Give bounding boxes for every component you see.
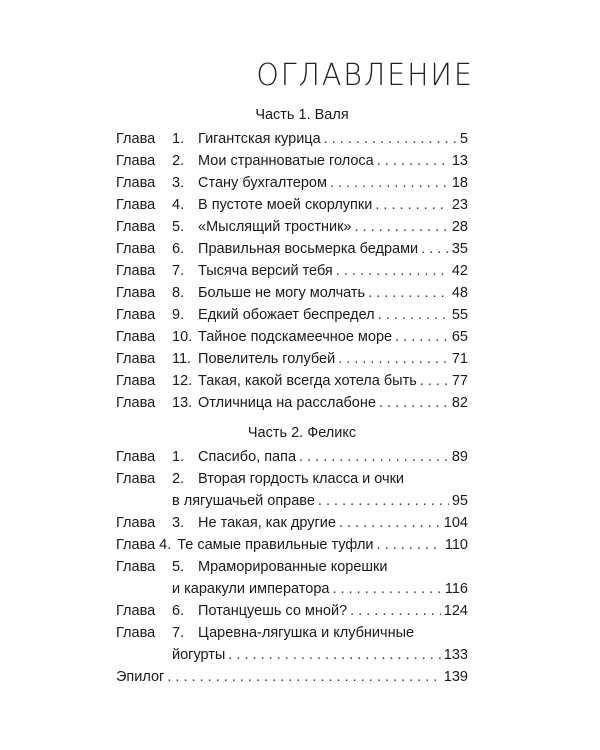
chapter-number: 2.	[172, 471, 185, 487]
page-number: 23	[451, 197, 468, 213]
chapter-prefix: Глава	[116, 329, 156, 345]
leader-dots	[318, 490, 449, 512]
toc-entry	[116, 600, 468, 622]
chapter-title: Мои странноватые голоса	[198, 153, 374, 169]
chapter-title: В пустоте моей скорлупки	[198, 197, 373, 213]
chapter-prefix: Глава	[116, 449, 156, 465]
chapter-number: 7.	[172, 625, 185, 641]
table-of-contents	[116, 100, 468, 688]
toc-entry-epilogue	[116, 666, 468, 688]
leader-dots	[377, 150, 449, 172]
toc-entry	[116, 348, 468, 370]
page-number: 71	[451, 351, 468, 367]
leader-dots	[336, 260, 449, 282]
chapter-prefix: Глава	[116, 175, 156, 191]
toc-entry	[116, 468, 468, 512]
chapter-title: Отличница на расслабоне	[198, 395, 376, 411]
chapter-title: Гигантская курица	[198, 131, 321, 147]
part-heading: Часть 2. Феликс	[247, 425, 357, 441]
page-number: 95	[451, 493, 468, 509]
chapter-number: 12.	[172, 373, 193, 389]
chapter-number: 6.	[172, 603, 185, 619]
chapter-title-line1: Царевна-лягушка и клубничные	[198, 625, 415, 641]
chapter-prefix: Глава	[116, 197, 156, 213]
chapter-number: 11.	[172, 351, 192, 367]
page-number: 28	[451, 219, 468, 235]
chapter-number: 1.	[172, 449, 185, 465]
leader-dots	[338, 348, 449, 370]
chapter-prefix: Глава	[116, 625, 156, 641]
chapter-prefix: Глава	[116, 395, 156, 411]
page-number: 35	[451, 241, 468, 257]
chapter-number: 5.	[172, 559, 185, 575]
chapter-title: Спасибо, папа	[198, 449, 297, 465]
leader-dots	[324, 128, 457, 150]
toc-entry	[116, 556, 468, 600]
leader-dots	[332, 578, 441, 600]
leader-dots	[167, 666, 440, 688]
page-number: 5	[459, 131, 468, 147]
leader-dots	[375, 194, 449, 216]
chapter-prefix: Глава	[116, 471, 156, 487]
toc-entry	[116, 238, 468, 260]
leader-dots	[378, 304, 449, 326]
chapter-prefix: Глава	[116, 263, 156, 279]
page-number: 104	[443, 515, 468, 531]
page-number: 42	[451, 263, 468, 279]
chapter-title: Те самые правильные туфли	[177, 537, 374, 553]
leader-dots	[421, 238, 449, 260]
chapter-number: 4.	[172, 197, 185, 213]
leader-dots	[379, 392, 449, 414]
chapter-title: Не такая, как другие	[198, 515, 336, 531]
toc-entry	[116, 172, 468, 194]
toc-entry	[116, 512, 468, 534]
page-number: 89	[451, 449, 468, 465]
epilogue-title: Эпилог	[116, 669, 165, 685]
page-number: 116	[444, 581, 468, 597]
chapter-prefix: Глава	[116, 153, 156, 169]
chapter-prefix: Глава	[116, 241, 156, 257]
chapter-prefix: Глава	[116, 219, 156, 235]
chapter-title: Правильная восьмерка бедрами	[198, 241, 419, 257]
leader-dots	[330, 172, 449, 194]
page-number: 18	[451, 175, 468, 191]
chapter-prefix: Глава	[116, 373, 156, 389]
part-heading: Часть 1. Валя	[255, 107, 349, 123]
chapter-number: 10.	[172, 329, 193, 345]
chapter-title: Такая, какой всегда хотела быть	[198, 373, 417, 389]
chapter-prefix: Глава	[116, 131, 156, 147]
leader-dots	[228, 644, 440, 666]
toc-entry	[116, 622, 468, 666]
chapter-number: 5.	[172, 219, 185, 235]
toc-entry	[116, 150, 468, 172]
chapter-title: Тайное подскамеечное море	[198, 329, 393, 345]
leader-dots	[368, 282, 449, 304]
chapter-number: 6.	[172, 241, 185, 257]
chapter-prefix: Глава	[116, 515, 156, 531]
chapter-title: Тысяча версий тебя	[198, 263, 333, 279]
toc-entry	[116, 534, 468, 556]
toc-entry	[116, 326, 468, 348]
leader-dots	[339, 512, 441, 534]
chapter-prefix: Глава	[116, 285, 156, 301]
page-number: 133	[443, 647, 468, 663]
toc-entry	[116, 446, 468, 468]
leader-dots	[350, 600, 441, 622]
toc-entry	[116, 216, 468, 238]
toc-entry	[116, 282, 468, 304]
chapter-title-line1: Вторая гордость класса и очки	[198, 471, 405, 487]
chapter-prefix: Глава	[116, 307, 156, 323]
leader-dots	[420, 370, 449, 392]
chapter-number: 13.	[172, 395, 193, 411]
page-number: 77	[451, 373, 468, 389]
leader-dots	[355, 216, 449, 238]
chapter-title: Стану бухгалтером	[198, 175, 327, 191]
chapter-title: Больше не могу молчать	[198, 285, 366, 301]
chapter-title: «Мыслящий тростник»	[198, 219, 352, 235]
toc-entry	[116, 370, 468, 392]
chapter-title-line2: и каракули императора	[172, 581, 330, 597]
chapter-title-line2: в лягушачьей оправе	[172, 493, 315, 509]
chapter-title: Повелитель голубей	[198, 351, 336, 367]
chapter-prefix: Глава	[116, 559, 156, 575]
chapter-prefix: Глава	[116, 351, 156, 367]
chapter-number: 7.	[172, 263, 185, 279]
page-number: 55	[451, 307, 468, 323]
page-number: 110	[444, 537, 468, 553]
toc-entry	[116, 194, 468, 216]
toc-entry	[116, 260, 468, 282]
toc-entry	[116, 128, 468, 150]
leader-dots	[395, 326, 449, 348]
toc-entry	[116, 392, 468, 414]
chapter-prefix: Глава	[116, 537, 156, 553]
leader-dots	[377, 534, 442, 556]
chapter-number: 2.	[172, 153, 185, 169]
page-number: 65	[451, 329, 468, 345]
toc-entry	[116, 304, 468, 326]
chapter-title: Потанцуешь со мной?	[198, 603, 348, 619]
chapter-number: 9.	[172, 307, 185, 323]
chapter-title-line1: Мраморированные корешки	[198, 559, 388, 575]
chapter-title-line2: йогурты	[172, 647, 226, 663]
page-number: 48	[451, 285, 468, 301]
page-number: 139	[443, 669, 468, 685]
leader-dots	[299, 446, 449, 468]
chapter-title: Едкий обожает беспредел	[198, 307, 375, 323]
page-number: 82	[451, 395, 468, 411]
chapter-number: 3.	[172, 175, 185, 191]
page-number: 124	[443, 603, 468, 619]
page-number: 13	[451, 153, 468, 169]
chapter-number: 4.	[159, 537, 172, 553]
chapter-number: 8.	[172, 285, 185, 301]
page-title: ОГЛАВЛЕНИЕ	[256, 58, 474, 93]
chapter-number: 3.	[172, 515, 185, 531]
chapter-prefix: Глава	[116, 603, 156, 619]
chapter-number: 1.	[172, 131, 185, 147]
